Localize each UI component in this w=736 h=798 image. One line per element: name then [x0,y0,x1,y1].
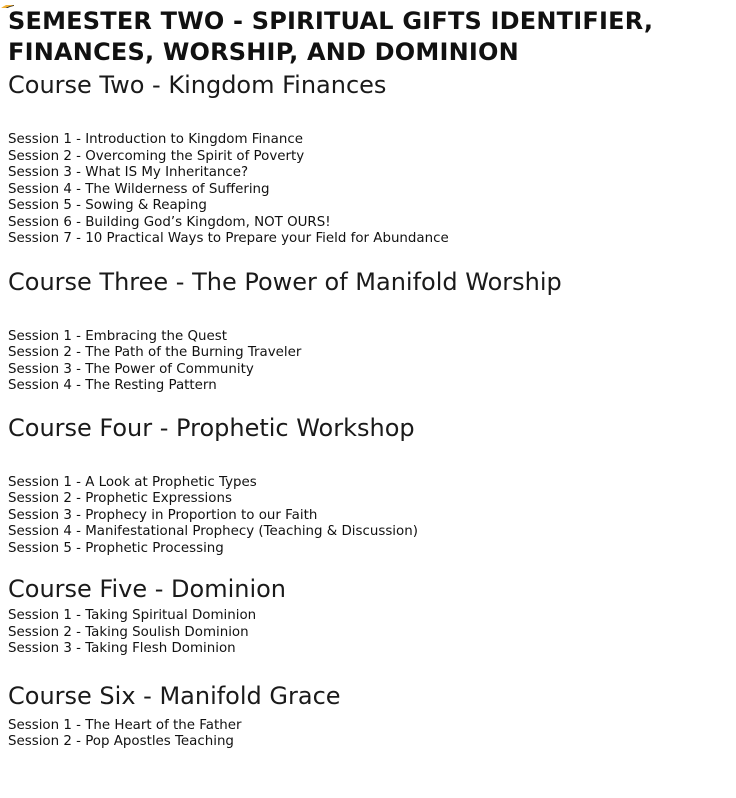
session-list [8,608,728,658]
session-item: Session 2 - Pop Apostles Teaching [8,734,234,749]
session-item: Session 1 - Embracing the Quest [8,328,227,344]
course-title: Course Two - Kingdom Finances [8,71,387,99]
course-title: Course Six - Manifold Grace [8,681,341,710]
course-manifold-worship [8,267,728,395]
session-list [8,718,728,751]
course-title: Course Four - Prophetic Workshop [8,413,415,442]
session-item: Session 5 - Sowing & Reaping [8,198,207,213]
session-list [8,329,728,395]
session-item: Session 1 - A Look at Prophetic Types [8,474,257,490]
session-item: Session 2 - Prophetic Expressions [8,491,232,506]
session-item: Session 2 - Overcoming the Spirit of Poverty [8,148,305,164]
session-item: Session 1 - The Heart of the Father [8,717,242,733]
session-item: Session 3 - What IS My Inheritance? [8,165,249,180]
course-title: Course Five - Dominion [8,575,287,603]
session-item: Session 1 - Introduction to Kingdom Finance [8,132,303,147]
semester-title-line-1: SEMESTER TWO - SPIRITUAL GIFTS IDENTIFIER, [8,7,654,35]
course-title: Course Three - The Power of Manifold Worship [8,267,562,296]
session-item: Session 7 - 10 Practical Ways to Prepare your Field for Abundance [8,231,449,246]
session-list [8,132,728,248]
course-manifold-grace [8,681,728,751]
session-item: Session 1 - Taking Spiritual Dominion [8,608,257,623]
session-item: Session 4 - The Resting Pattern [8,378,217,393]
session-item: Session 3 - Prophecy in Proportion to our Faith [8,507,318,523]
session-item: Session 4 - The Wilderness of Suffering [8,181,270,197]
semester-title-line-2: FINANCES, WORSHIP, AND DOMINION [8,38,519,66]
session-item: Session 6 - Building God’s Kingdom, NOT OURS! [8,214,331,230]
course-prophetic-workshop [8,413,728,558]
curriculum-page [8,6,728,751]
session-item: Session 2 - Taking Soulish Dominion [8,624,249,640]
course-kingdom-finances [8,70,728,248]
semester-title [8,6,728,68]
session-item: Session 3 - Taking Flesh Dominion [8,641,236,656]
session-list [8,475,728,558]
session-item: Session 5 - Prophetic Processing [8,540,224,556]
session-item: Session 3 - The Power of Community [8,361,254,377]
session-item: Session 4 - Manifestational Prophecy (Teaching & Discussion) [8,524,418,539]
course-dominion [8,574,728,658]
session-item: Session 2 - The Path of the Burning Traveler [8,345,302,360]
